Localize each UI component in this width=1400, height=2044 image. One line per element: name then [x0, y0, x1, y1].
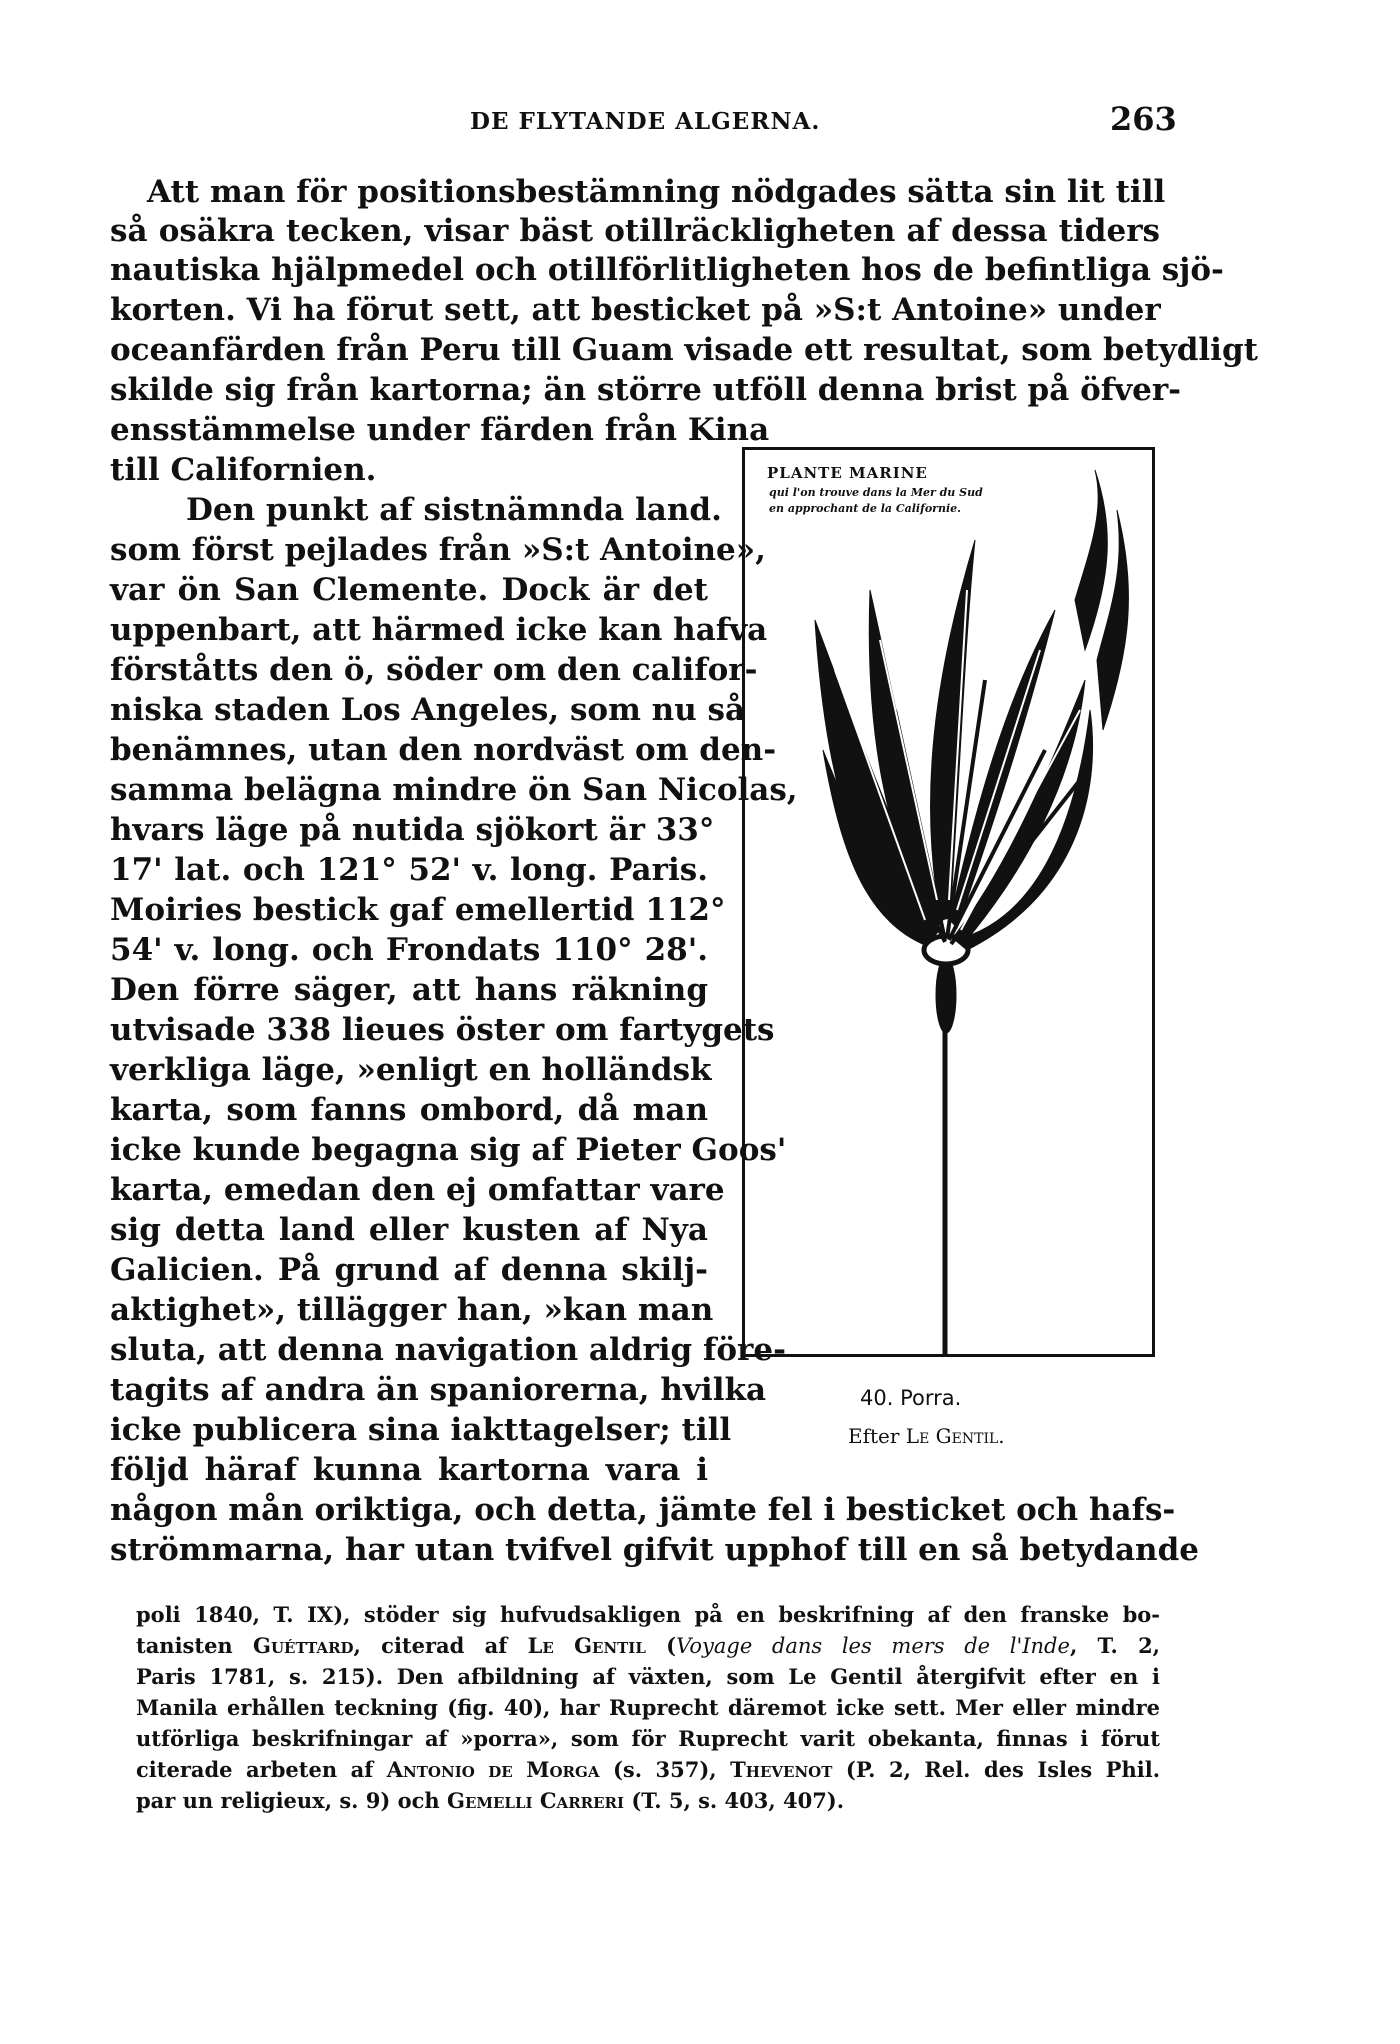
body-line: Galicien. På grund af denna skilj-	[110, 1252, 708, 1288]
book-title: Voyage dans les mers de l'Inde	[676, 1634, 1070, 1658]
body-line: hvars läge på nutida sjökort är 33°	[110, 812, 715, 848]
body-line: uppenbart, att härmed icke kan hafva	[110, 612, 768, 648]
plate-subtitle: qui l'on trouve dans la Mer du Sud	[769, 486, 983, 499]
body-line: samma belägna mindre ön San Nicolas,	[110, 772, 798, 808]
body-line: strömmarna, har utan tvifvel gifvit upphof till en så betydande	[110, 1532, 1199, 1568]
body-line: Att man för positionsbestämning nödgades sätta sin lit till	[147, 174, 1166, 210]
footnote-line	[136, 1631, 1160, 1661]
body-line: benämnes, utan den nordväst om den-	[110, 732, 777, 768]
footnote-text: citerade arbeten af	[136, 1757, 374, 1782]
body-line: utvisade 338 lieues öster om fartygets	[110, 1012, 775, 1048]
body-line: så osäkra tecken, visar bäst otillräckligheten af dessa tiders	[110, 213, 1160, 249]
footnote-text: par un religieux, s. 9) och	[136, 1788, 440, 1813]
body-line: som först pejlades från »S:t Antoine»,	[110, 532, 766, 568]
body-line: sig detta land eller kusten af Nya	[110, 1212, 708, 1248]
author-name: Gemelli Carreri	[447, 1788, 625, 1813]
body-line: någon mån oriktiga, och detta, jämte fel i besticket och hafs-	[110, 1492, 1176, 1528]
footnote-text: , citerad af	[353, 1633, 508, 1658]
body-line: Den punkt af sistnämnda land.	[186, 492, 722, 528]
body-line: sluta, att denna navigation aldrig före-	[110, 1332, 786, 1368]
plate-title: PLANTE MARINE	[767, 464, 928, 482]
footnote-line: poli 1840, T. IX), stöder sig hufvudsakligen på en beskrifning af den franske bo-	[136, 1602, 1160, 1627]
author-name: Thevenot	[730, 1757, 833, 1782]
footnote-line	[136, 1755, 1160, 1784]
caption-credit-prefix: Efter	[848, 1424, 900, 1448]
body-line: oceanfärden från Peru till Guam visade ett resultat, som betydligt	[110, 332, 1258, 368]
body-line: karta, som fanns ombord, då man	[110, 1092, 708, 1128]
body-line: tagits af andra än spaniorerna, hvilka	[110, 1372, 767, 1408]
body-line: Moiries bestick gaf emellertid 112°	[110, 892, 726, 928]
body-line: ensstämmelse under färden från Kina	[110, 412, 770, 448]
author-name: Antonio de Morga	[386, 1757, 600, 1782]
footnote-text: (	[645, 1633, 677, 1658]
body-line: följd häraf kunna kartorna vara i	[110, 1452, 708, 1488]
footnote-text: (P. 2, Rel. des Isles Phil.	[832, 1757, 1161, 1782]
footnote-text: tanisten	[136, 1633, 233, 1658]
caption-credit-name: Le Gentil.	[905, 1424, 1005, 1448]
body-line: 17' lat. och 121° 52' v. long. Paris.	[110, 852, 708, 888]
body-line: korten. Vi ha förut sett, att besticket på »S:t Antoine» under	[110, 292, 1161, 328]
footnote-text: (T. 5, s. 403, 407).	[624, 1788, 845, 1813]
body-line: skilde sig från kartorna; än större utföll denna brist på öfver-	[110, 372, 1182, 408]
footnote-text: (s. 357),	[599, 1757, 717, 1782]
author-name: Guéttard	[253, 1633, 354, 1658]
body-line: verkliga läge, »enligt en holländsk	[110, 1052, 712, 1088]
page-number: 263	[1110, 100, 1177, 138]
body-line: nautiska hjälpmedel och otillförlitligheten hos de befintliga sjö-	[110, 252, 1224, 288]
body-line: Den förre säger, att hans räkning	[110, 972, 708, 1008]
body-line: aktighet», tillägger han, »kan man	[110, 1292, 714, 1328]
body-line: var ön San Clemente. Dock är det	[110, 572, 708, 608]
running-title: DE FLYTANDE ALGERNA.	[470, 108, 821, 135]
body-line: niska staden Los Angeles, som nu så	[110, 692, 746, 728]
footnote-line	[136, 1786, 1160, 1815]
footnote-line: Paris 1781, s. 215). Den afbildning af växten, som Le Gentil återgifvit efter en i	[136, 1664, 1160, 1689]
footnote-text: , T. 2,	[1069, 1633, 1160, 1658]
body-line: till Californien.	[110, 452, 377, 488]
body-line: icke kunde begagna sig af Pieter Goos'	[110, 1132, 787, 1168]
body-line: 54' v. long. och Frondats 110° 28'.	[110, 932, 708, 968]
figure-caption-number: 40. Porra.	[860, 1386, 962, 1410]
footnote-line: utförliga beskrifningar af »porra», som för Ruprecht varit obekanta, finnas i förut	[136, 1726, 1160, 1751]
body-line: karta, emedan den ej omfattar vare	[110, 1172, 725, 1208]
figure-plate	[742, 447, 1155, 1357]
plate-subtitle: en approchant de la Californie.	[769, 502, 961, 515]
author-name: Le Gentil	[527, 1633, 646, 1658]
body-line: förståtts den ö, söder om den califor-	[110, 652, 758, 688]
body-line: icke publicera sina iakttagelser; till	[110, 1412, 732, 1448]
figure-caption-credit	[848, 1424, 1005, 1448]
footnote-line: Manila erhållen teckning (fig. 40), har Ruprecht däremot icke sett. Mer eller mindre	[136, 1695, 1160, 1720]
porra-seaweed-illustration	[745, 450, 1152, 1354]
